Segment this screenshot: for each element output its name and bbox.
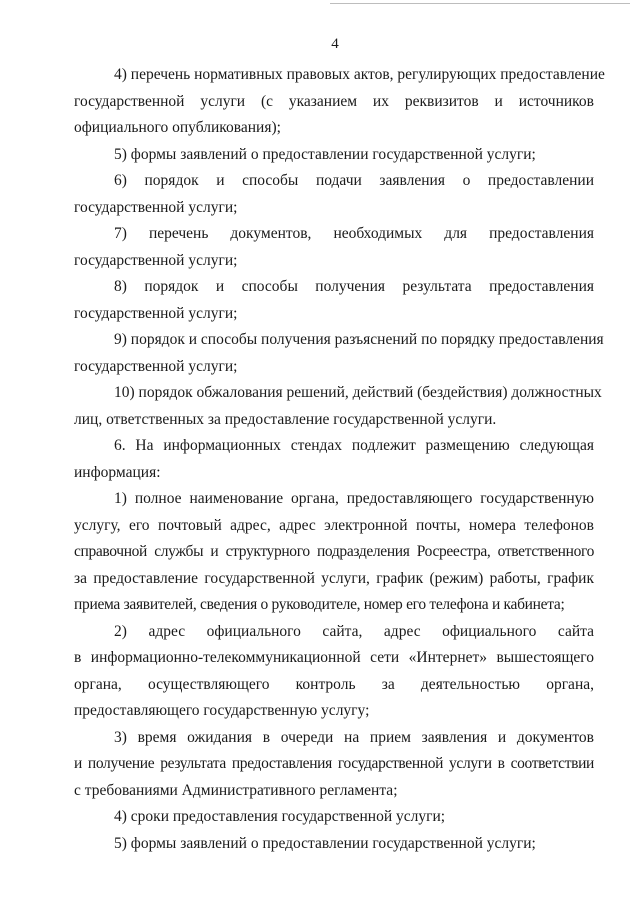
- list-item-9-clarifications: [74, 327, 604, 380]
- list-item-8-result: [74, 274, 594, 327]
- text-line: справочной службы и структурного подразделения Росреестра, ответственного: [74, 543, 594, 560]
- text-line: государственной услуги;: [74, 251, 238, 269]
- text-line: 7) перечень документов, необходимых для предоставления: [114, 225, 594, 242]
- text-line: в информационно-телекоммуникационной сети «Интернет» вышестоящего: [74, 649, 594, 666]
- stand-item-5-forms: [74, 831, 594, 858]
- text-line: с требованиями Административного регламента;: [74, 781, 398, 799]
- text-line: предоставляющего государственную услугу;: [74, 702, 370, 719]
- text-line: 4) сроки предоставления государственной услуги;: [114, 808, 446, 825]
- text-line: 8) порядок и способы получения результата предоставления: [114, 278, 594, 295]
- text-line: за предоставление государственной услуги, график (режим) работы, график: [74, 569, 594, 587]
- stand-item-1-organ-name: [74, 486, 594, 619]
- text-line: официального опубликования);: [74, 119, 281, 136]
- text-line: государственной услуги;: [74, 198, 238, 216]
- text-line: государственной услуги;: [74, 357, 238, 375]
- stand-item-3-waiting-time: [74, 725, 594, 805]
- text-line: 6) порядок и способы подачи заявления о предоставлении: [114, 172, 594, 189]
- list-item-4-normative-acts: [74, 62, 605, 142]
- list-item-7-documents: [74, 221, 594, 274]
- text-line: 10) порядок обжалования решений, действий (бездействия) должностных: [114, 384, 602, 401]
- text-line: 3) время ожидания в очереди на прием заявления и документов: [114, 728, 594, 746]
- section-6-heading: [74, 433, 594, 486]
- text-line: и получение результата предоставления государственной услуги в соответствии: [74, 755, 594, 772]
- stand-item-2-website: [74, 619, 594, 725]
- text-line: 6. На информационных стендах подлежит размещению следующая: [114, 437, 594, 454]
- list-item-6-submission: [74, 168, 594, 221]
- text-line: государственной услуги;: [74, 304, 238, 322]
- text-line: органа, осуществляющего контроль за деятельностью органа,: [74, 675, 594, 693]
- text-line: 4) перечень нормативных правовых актов, регулирующих предоставление: [114, 66, 605, 83]
- text-line: информация:: [74, 463, 161, 481]
- text-line: услугу, его почтовый адрес, адрес электронной почты, номера телефонов: [74, 516, 594, 534]
- document-body: [74, 62, 605, 857]
- stand-item-4-terms: [74, 804, 594, 831]
- text-line: лиц, ответственных за предоставление государственной услуги.: [74, 410, 497, 428]
- text-line: 2) адрес официального сайта, адрес официального сайта: [114, 622, 594, 640]
- page-number: 4: [331, 36, 339, 52]
- list-item-5-application-forms: [74, 142, 594, 169]
- text-line: 5) формы заявлений о предоставлении государственной услуги;: [114, 834, 536, 852]
- list-item-10-appeal: [74, 380, 602, 433]
- text-line: 5) формы заявлений о предоставлении государственной услуги;: [114, 145, 536, 163]
- text-line: государственной услуги (с указанием их реквизитов и источников: [74, 92, 594, 110]
- text-line: приема заявителей, сведения о руководителе, номер его телефона и кабинета;: [74, 596, 565, 613]
- text-line: 1) полное наименование органа, предоставляющего государственную: [114, 490, 594, 507]
- scan-edge-line: [330, 3, 630, 4]
- text-line: 9) порядок и способы получения разъяснений по порядку предоставления: [114, 331, 604, 348]
